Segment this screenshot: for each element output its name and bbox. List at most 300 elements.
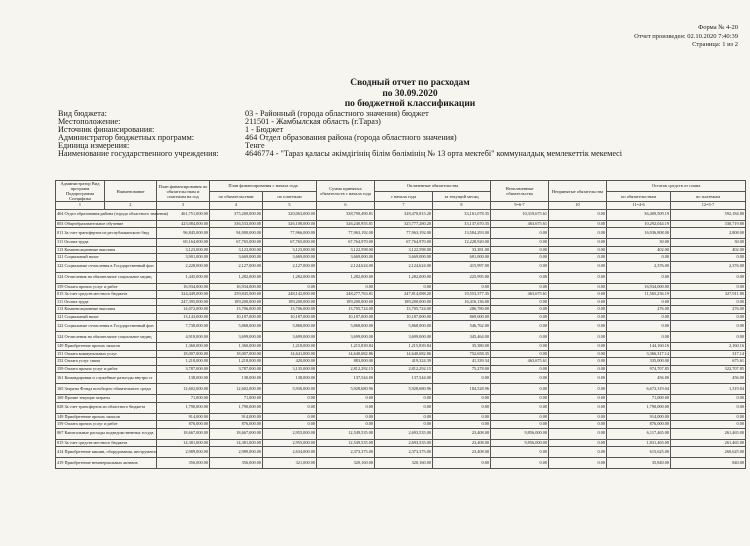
amount-cell: 0.00	[491, 365, 549, 373]
amount-cell: 0.00	[433, 283, 491, 291]
amount-cell: 0.00	[549, 395, 607, 403]
table-row	[56, 321, 746, 332]
amount-cell: 10,187,000.00	[375, 313, 433, 321]
header-plan-oblig: по обязательствам	[210, 191, 263, 202]
header-accepted: Сумма принятых обязательств с начала года	[317, 181, 375, 202]
amount-cell: 326,108,000.00	[263, 220, 317, 228]
row-label: 152 Оплата услуг связи	[56, 358, 157, 366]
amount-cell: 463,675.61	[491, 220, 549, 228]
table-row	[56, 384, 746, 395]
amount-cell: 1,215,839.84	[317, 343, 375, 351]
amount-cell: 615,625.00	[607, 447, 671, 458]
amount-cell: 0.00	[607, 332, 671, 343]
table-row	[56, 220, 746, 228]
amount-cell: 3,699,000.00	[263, 332, 317, 343]
amount-cell: 0.00	[491, 332, 549, 343]
table-row	[56, 458, 746, 469]
amount-cell: 75,278.00	[433, 365, 491, 373]
expense-table	[55, 180, 746, 469]
amount-cell: 2,127,000.00	[263, 261, 317, 272]
amount-cell: 0.00	[375, 395, 433, 403]
amount-cell: 330,719.80	[671, 220, 746, 228]
amount-cell: 14,640,682.86	[375, 350, 433, 358]
amount-cell: 0.00	[433, 421, 491, 429]
amount-cell: 10,187,000.00	[263, 313, 317, 321]
row-label: 149 Приобретение прочих запасов	[56, 343, 157, 351]
amount-cell: 0.00	[671, 332, 746, 343]
amount-cell: 876,000.00	[607, 421, 671, 429]
amount-cell: 13,705,724.00	[317, 306, 375, 314]
amount-cell: 30.00	[607, 239, 671, 247]
amount-cell: 5,868,000.00	[317, 321, 375, 332]
table-row	[56, 228, 746, 239]
amount-cell: 338,790,490.81	[317, 209, 375, 220]
amount-cell: 0.00	[607, 313, 671, 321]
amount-cell: 0.00	[607, 272, 671, 283]
amount-cell: 71,000.00	[157, 395, 210, 403]
amount-cell: 77,963,192.00	[375, 228, 433, 239]
row-label: 028 За счет трансфертов из областного бюджета	[56, 402, 157, 413]
amount-cell: 16,934,000.00	[157, 283, 210, 291]
amount-cell: 0.00	[549, 254, 607, 262]
header-unaccepted: Непринятые обязательства	[549, 181, 607, 202]
amount-cell: 0.00	[671, 313, 746, 321]
amount-cell: 71,000.00	[210, 395, 263, 403]
amount-cell: 9,856,000.00	[491, 439, 549, 447]
amount-cell: 0.00	[491, 254, 549, 262]
header-remain-oblig: по обязательствам	[607, 191, 671, 202]
table-row	[56, 254, 746, 262]
amount-cell: 320,160.00	[375, 458, 433, 469]
amount-cell: 13,705,724.00	[375, 306, 433, 314]
row-label: 464 Отдел образования района (города областного значения)	[56, 209, 157, 220]
amount-cell: 0.00	[491, 447, 549, 458]
amount-cell: 3,699,000.00	[210, 332, 263, 343]
amount-cell: 5,928,680.96	[375, 384, 433, 395]
header-paid-group: Оплаченные обязательства	[375, 181, 491, 192]
amount-cell: 1,319.04	[671, 384, 746, 395]
amount-cell: 0.00	[671, 298, 746, 306]
amount-cell: 14,641,000.00	[263, 350, 317, 358]
header-unpaid: Неоплаченные обязательства	[491, 181, 549, 202]
amount-cell: 3,787,000.00	[157, 365, 210, 373]
meta-value: 1 - Бюджет	[245, 124, 284, 134]
meta-row	[58, 118, 738, 126]
amount-cell: 3,366,317.14	[607, 350, 671, 358]
amount-cell: 13,706,000.00	[210, 306, 263, 314]
amount-cell: 184,528.96	[433, 384, 491, 395]
amount-cell: 1,360,000.00	[210, 343, 263, 351]
amount-cell: 2,127,000.00	[210, 261, 263, 272]
table-row	[56, 283, 746, 291]
amount-cell: 0.00	[607, 321, 671, 332]
amount-cell: 0.00	[549, 220, 607, 228]
column-number: 2	[105, 202, 157, 210]
header-remain-pay: по платежам	[671, 191, 746, 202]
amount-cell: 320,063,000.00	[263, 209, 317, 220]
table-row	[56, 402, 746, 413]
amount-cell: 0.00	[491, 228, 549, 239]
amount-cell: 13,706,000.00	[263, 306, 317, 314]
table-body	[56, 202, 746, 469]
amount-cell: 2,812,292.15	[317, 365, 375, 373]
report-title	[250, 78, 570, 110]
row-label: 121 Социальный налог	[56, 254, 157, 262]
amount-cell: 16,934,000.00	[607, 283, 671, 291]
amount-cell: 0.00	[433, 413, 491, 421]
amount-cell: 0.00	[671, 402, 746, 413]
row-label: 067 Капитальные расходы подведомственных госуда	[56, 428, 157, 439]
amount-cell: 463,675.61	[491, 358, 549, 366]
amount-cell: 0.00	[549, 313, 607, 321]
meta-label: Источник финансирования:	[58, 124, 155, 134]
header-plan-group: План финансирования с начала года	[210, 181, 317, 192]
amount-cell: 883,000.00	[317, 358, 375, 366]
amount-cell: 18,667,000.00	[210, 428, 263, 439]
amount-cell: 33,161,078.35	[433, 209, 491, 220]
amount-cell: 0.00	[549, 291, 607, 299]
meta-label: Единица измерения:	[58, 140, 130, 150]
amount-cell: 138,000.00	[157, 373, 210, 384]
amount-cell: 0.00	[491, 298, 549, 306]
amount-cell: 5,928,680.96	[317, 384, 375, 395]
amount-cell: 10,187,000.00	[317, 313, 375, 321]
amount-cell: 0.00	[671, 321, 746, 332]
amount-cell: 13,143,000.00	[157, 313, 210, 321]
amount-cell: 67,765,000.00	[263, 239, 317, 247]
amount-cell: 13,584,293.00	[433, 228, 491, 239]
amount-cell: 0.00	[549, 332, 607, 343]
header-paid-start: с начала года	[375, 191, 433, 202]
amount-cell: 1,215,839.84	[375, 343, 433, 351]
title-line-1: Сводный отчет по расходам	[350, 78, 470, 88]
row-label: 003 Общеобразовательное обучение	[56, 220, 157, 228]
meta-label: Местоположение:	[58, 116, 121, 126]
amount-cell: 1,282,000.00	[210, 272, 263, 283]
row-label: 111 Оплата труда	[56, 239, 157, 247]
amount-cell: 6,673,319.04	[607, 384, 671, 395]
report-meta	[58, 110, 738, 157]
table-row	[56, 313, 746, 321]
amount-cell: 67,765,000.00	[210, 239, 263, 247]
row-label: 159 Оплата прочих услуг и работ	[56, 283, 157, 291]
amount-cell: 345,464.00	[433, 332, 491, 343]
amount-cell: 0.00	[549, 439, 607, 447]
header-paid-month: за текущий месяц	[433, 191, 491, 202]
amount-cell: 876,000.00	[157, 421, 210, 429]
title-line-3: по бюджетной классификации	[344, 99, 476, 109]
amount-cell: 3,901,000.00	[157, 254, 210, 262]
amount-cell: 2,989,000.00	[157, 447, 210, 458]
amount-cell: 19,553,377.35	[433, 291, 491, 299]
form-info	[634, 24, 738, 50]
amount-cell: 67,764,970.00	[375, 239, 433, 247]
table-row	[56, 428, 746, 439]
amount-cell: 0.00	[263, 283, 317, 291]
amount-cell: 0.00	[549, 421, 607, 429]
amount-cell: 0.00	[433, 402, 491, 413]
amount-cell: 0.00	[549, 384, 607, 395]
meta-row	[58, 110, 738, 118]
amount-cell: 456.00	[671, 373, 746, 384]
amount-cell: 3,669,000.00	[210, 254, 263, 262]
amount-cell: 189,200,000.00	[375, 298, 433, 306]
amount-cell: 3,669,000.00	[317, 254, 375, 262]
amount-cell: 14,072,000.00	[157, 306, 210, 314]
amount-cell: 0.00	[549, 272, 607, 283]
amount-cell: 248,277,763.81	[317, 291, 375, 299]
row-label: 419 Приобретение нематериальных активов	[56, 458, 157, 469]
amount-cell: 324,449,000.00	[157, 291, 210, 299]
amount-cell: 94,900,000.00	[210, 228, 263, 239]
row-label: 169 Прочие текущие затраты	[56, 395, 157, 403]
header-plan-pay: по платежам	[263, 191, 317, 202]
amount-cell: 3,135,000.00	[263, 365, 317, 373]
amount-cell: 0.00	[491, 421, 549, 429]
amount-cell: 14,640,682.86	[317, 350, 375, 358]
amount-cell: 675.61	[671, 358, 746, 366]
amount-cell: 463,675.61	[491, 291, 549, 299]
meta-value: 4646774 - "Тараз қаласы әкімдігінің білім бөлімінің № 13 орта мектебі" коммуналдық мемлекеттік мекемесі	[245, 148, 623, 158]
row-label: 149 Приобретение прочих запасов	[56, 413, 157, 421]
amount-cell: 33,137,670.35	[433, 220, 491, 228]
amount-cell: 356,000.00	[210, 458, 263, 469]
amount-cell: 248,142,000.00	[263, 291, 317, 299]
amount-cell: 1,282,000.00	[375, 272, 433, 283]
amount-cell: 260,625.00	[671, 447, 746, 458]
amount-cell: 869,000.00	[433, 313, 491, 321]
amount-cell: 35,840.00	[607, 458, 671, 469]
amount-cell: 2,124,624.00	[375, 261, 433, 272]
amount-cell: 247,395,000.00	[157, 298, 210, 306]
amount-cell: 276.00	[671, 306, 746, 314]
amount-cell: 461,751,000.00	[157, 209, 210, 220]
amount-cell: 0.00	[491, 413, 549, 421]
column-number: 10	[549, 202, 607, 210]
table-row	[56, 421, 746, 429]
amount-cell: 2,955,000.00	[263, 428, 317, 439]
amount-cell: 2,124,624.00	[317, 261, 375, 272]
row-label: 122 Социальные отчисления в Государственный фон	[56, 261, 157, 272]
page-indicator: Страница: 1 из 2	[692, 41, 738, 48]
amount-cell: 0.00	[491, 283, 549, 291]
header-name: Наименование	[105, 181, 157, 202]
amount-cell: 6,117,465.00	[607, 428, 671, 439]
amount-cell: 0.00	[433, 458, 491, 469]
table-row	[56, 261, 746, 272]
amount-cell: 0.00	[491, 272, 549, 283]
amount-cell: 144,160.16	[607, 343, 671, 351]
amount-cell: 0.00	[549, 458, 607, 469]
amount-cell: 0.00	[549, 298, 607, 306]
amount-cell: 3,699,000.00	[317, 332, 375, 343]
amount-cell: 2,693,535.00	[375, 439, 433, 447]
amount-cell: 0.00	[491, 458, 549, 469]
amount-cell: 335,000.00	[607, 358, 671, 366]
row-label: 011 За счет трансфертов из республиканского бюд	[56, 228, 157, 239]
header-plan-annual: План финансирования по обязательствам и платежам на год	[157, 181, 210, 202]
amount-cell: 12,549,535.00	[317, 428, 375, 439]
meta-value: 464 Отдел образования района (города областного значения)	[245, 132, 457, 142]
amount-cell: 0.00	[549, 261, 607, 272]
amount-cell: 0.00	[491, 384, 549, 395]
table-row	[56, 413, 746, 421]
meta-value: 211501 - Жамбылская область (г.Тараз)	[245, 116, 381, 126]
amount-cell: 247,814,088.20	[375, 291, 433, 299]
amount-cell: 974,707.85	[607, 365, 671, 373]
amount-cell: 10,187,000.00	[210, 313, 263, 321]
amount-cell: 0.00	[491, 246, 549, 254]
row-label: 111 Оплата труда	[56, 298, 157, 306]
amount-cell: 0.00	[263, 413, 317, 421]
amount-cell: 0.00	[317, 421, 375, 429]
amount-cell: 0.00	[317, 413, 375, 421]
amount-cell: 356,000.00	[157, 458, 210, 469]
column-number: 3	[157, 202, 210, 210]
amount-cell: 3,699,000.00	[375, 332, 433, 343]
amount-cell: 71,000.00	[607, 395, 671, 403]
amount-cell: 189,200,000.00	[210, 298, 263, 306]
amount-cell: 876,000.00	[210, 421, 263, 429]
amount-cell: 0.00	[607, 254, 671, 262]
amount-cell: 10,319,675.61	[491, 209, 549, 220]
amount-cell: 326,240,955.81	[317, 220, 375, 228]
amount-cell: 4,918,000.00	[157, 332, 210, 343]
amount-cell: 0.00	[263, 395, 317, 403]
amount-cell: 0.00	[549, 246, 607, 254]
amount-cell: 0.00	[433, 395, 491, 403]
amount-cell: 0.00	[491, 313, 549, 321]
amount-cell: 0.00	[549, 358, 607, 366]
amount-cell: 2,989,000.00	[210, 447, 263, 458]
amount-cell: 286,780.00	[433, 306, 491, 314]
amount-cell: 0.00	[491, 343, 549, 351]
table-row	[56, 298, 746, 306]
amount-cell: 9,856,000.00	[491, 428, 549, 439]
amount-cell: 0.00	[491, 321, 549, 332]
amount-cell: 36,409,509.19	[607, 209, 671, 220]
header-remain-group: Остаток средств от плана	[607, 181, 746, 192]
amount-cell: 138,000.00	[210, 373, 263, 384]
amount-cell: 1,831,465.00	[607, 439, 671, 447]
amount-cell: 321,000.00	[263, 458, 317, 469]
amount-cell: 10,292,044.19	[607, 220, 671, 228]
amount-cell: 0.00	[317, 283, 375, 291]
meta-value: Тенге	[245, 140, 265, 150]
amount-cell: 2,693,535.00	[375, 428, 433, 439]
table-row	[56, 373, 746, 384]
amount-cell: 69,164,000.00	[157, 239, 210, 247]
meta-label: Администратор бюджетных программ:	[58, 132, 195, 142]
row-label: 124 Отчисления на обязательное социальное медиц	[56, 272, 157, 283]
meta-row	[58, 134, 738, 142]
amount-cell: 18,667,000.00	[157, 428, 210, 439]
table-row	[56, 447, 746, 458]
amount-cell: 0.00	[491, 350, 549, 358]
amount-cell: 0.00	[549, 306, 607, 314]
amount-cell: 840.00	[671, 458, 746, 469]
amount-cell: 12,228,920.00	[433, 239, 491, 247]
amount-cell: 0.00	[491, 239, 549, 247]
amount-cell: 5,868,000.00	[210, 321, 263, 332]
amount-cell: 0.00	[671, 421, 746, 429]
table-row	[56, 209, 746, 220]
amount-cell: 2,376.00	[607, 261, 671, 272]
row-label: 122 Социальные отчисления в Государственный фон	[56, 321, 157, 332]
amount-cell: 3,123,000.00	[157, 246, 210, 254]
header-code: Администратор Вид программ Подпрограмма Специфика	[56, 181, 105, 202]
table-header	[56, 181, 746, 202]
amount-cell: 67,764,970.00	[317, 239, 375, 247]
column-number: 8	[433, 202, 491, 210]
amount-cell: 0.00	[549, 228, 607, 239]
row-label: 161 Командировки и служебные разъезды внутри ст	[56, 373, 157, 384]
amount-cell: 261,465.00	[671, 439, 746, 447]
amount-cell: 3,122,598.00	[375, 246, 433, 254]
amount-cell: 0.00	[549, 239, 607, 247]
amount-cell: 2,634,000.00	[263, 447, 317, 458]
table-row	[56, 239, 746, 247]
amount-cell: 3,787,000.00	[210, 365, 263, 373]
column-number: 11=4-6	[607, 202, 671, 210]
row-label: 165 Затраты Фонда всеобщего обязательного среди	[56, 384, 157, 395]
row-label: 015 За счет средств местного бюджета	[56, 291, 157, 299]
amount-cell: 752,658.35	[433, 350, 491, 358]
amount-cell: 1,282,000.00	[263, 272, 317, 283]
row-label: 159 Оплата прочих услуг и работ	[56, 365, 157, 373]
amount-cell: 0.00	[549, 283, 607, 291]
amount-cell: 0.00	[549, 373, 607, 384]
amount-cell: 0.00	[549, 413, 607, 421]
amount-cell: 0.00	[317, 395, 375, 403]
amount-cell: 2,160.16	[671, 343, 746, 351]
amount-cell: 3,122,598.00	[317, 246, 375, 254]
amount-cell: 0.00	[491, 373, 549, 384]
amount-cell: 5,868,000.00	[263, 321, 317, 332]
amount-cell: 3,123,000.00	[263, 246, 317, 254]
table-row	[56, 332, 746, 343]
table-row	[56, 358, 746, 366]
table-row	[56, 272, 746, 283]
amount-cell: 0.00	[671, 254, 746, 262]
amount-cell: 0.00	[671, 413, 746, 421]
row-label: 414 Приобретение машин, оборудования, инструмента	[56, 447, 157, 458]
row-label: 113 Компенсационные выплаты	[56, 246, 157, 254]
amount-cell: 1,282,000.00	[317, 272, 375, 283]
amount-cell: 3,669,000.00	[263, 254, 317, 262]
amount-cell: 0.00	[433, 373, 491, 384]
amount-cell: 16,934,000.00	[210, 283, 263, 291]
column-number: 12=5-7	[671, 202, 746, 210]
amount-cell: 0.00	[671, 395, 746, 403]
amount-cell: 914,000.00	[157, 413, 210, 421]
table-row	[56, 395, 746, 403]
amount-cell: 2,812,292.15	[375, 365, 433, 373]
amount-cell: 681,000.00	[433, 254, 491, 262]
amount-cell: 12,549,535.00	[317, 439, 375, 447]
amount-cell: 0.00	[549, 321, 607, 332]
amount-cell: 23,408.00	[433, 447, 491, 458]
amount-cell: 189,200,000.00	[317, 298, 375, 306]
amount-cell: 1,790,000.00	[157, 402, 210, 413]
amount-cell: 0.00	[491, 402, 549, 413]
amount-cell: 261,465.00	[671, 428, 746, 439]
amount-cell: 77,966,000.00	[263, 228, 317, 239]
amount-cell: 2,955,000.00	[263, 439, 317, 447]
amount-cell: 0.00	[375, 283, 433, 291]
amount-cell: 419,324.39	[375, 358, 433, 366]
amount-cell: 2,373,375.00	[317, 447, 375, 458]
